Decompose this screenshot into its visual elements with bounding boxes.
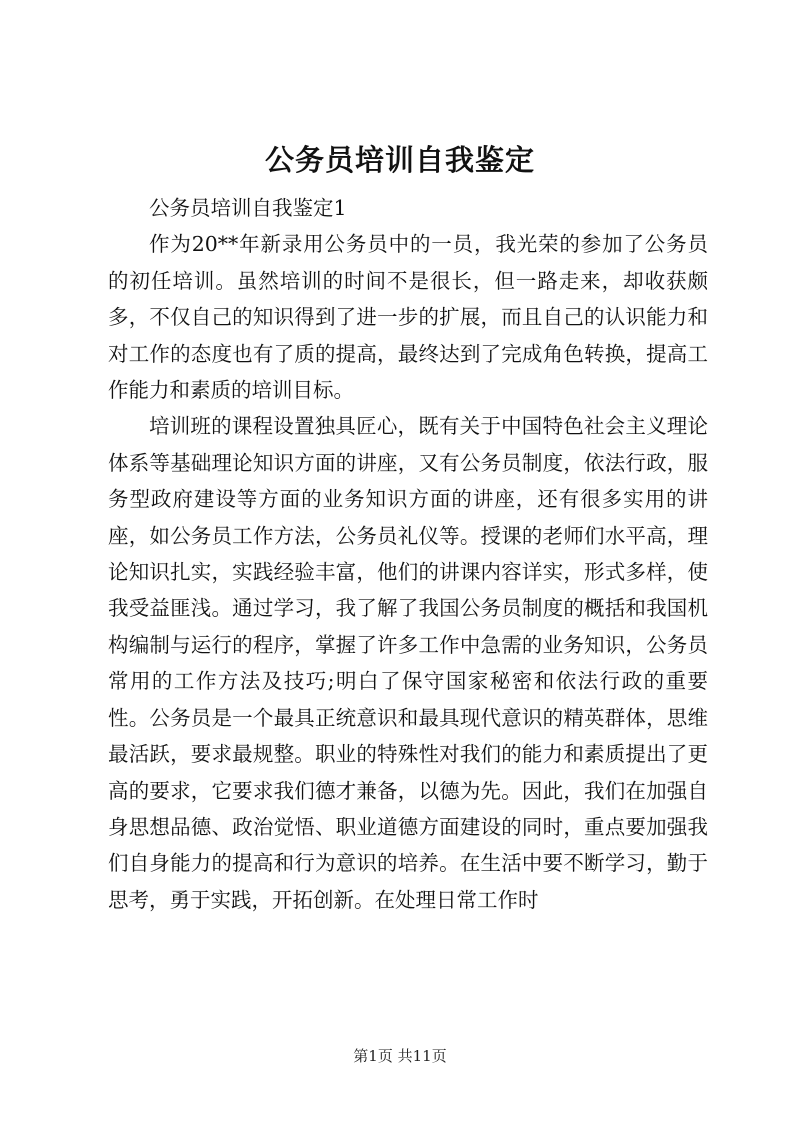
paragraph-2: 培训班的课程设置独具匠心，既有关于中国特色社会主义理论体系等基础理论知识方面的讲座，又有公务员制度，依法行政，服务型政府建设等方面的业务知识方面的讲座，还有很多实用的讲座，如公务员工作方法，公务员礼仪等。授课的老师们水平高，理论知识扎实，实践经验丰富，他们的讲课内容详实，形式多样，使我受益匪浅。通过学习，我了解了我国公务员制度的概括和我国机构编制与运行的程序，掌握了许多工作中急需的业务知识，公务员常用的工作方法及技巧;明白了保守国家秘密和依法行政的重要性。公务员是一个最具正统意识和最具现代意识的精英群体，思维最活跃，要求最规整。职业的特殊性对我们的能力和素质提出了更高的要求，它要求我们德才兼备，以德为先。因此，我们在加强自身思想品德、政治觉悟、职业道德方面建设的同时，重点要加强我们自身能力的提高和行为意识的培养。在生活中要不断学习，勤于思考，勇于实践，开拓创新。在处理日常工作时 xyxy=(108,414,708,912)
document-body xyxy=(108,190,708,918)
paragraph-1: 作为20**年新录用公务员中的一员，我光荣的参加了公务员的初任培训。虽然培训的时间不是很长，但一路走来，却收获颇多，不仅自己的知识得到了进一步的扩展，而且自己的认识能力和对工作的态度也有了质的提高，最终达到了完成角色转换，提高工作能力和素质的培训目标。 xyxy=(108,232,708,403)
page-title: 公务员培训自我鉴定 xyxy=(264,143,535,177)
page-footer: 第1页 共11页 xyxy=(353,1047,447,1065)
section-heading: 公务员培训自我鉴定1 xyxy=(149,196,347,220)
